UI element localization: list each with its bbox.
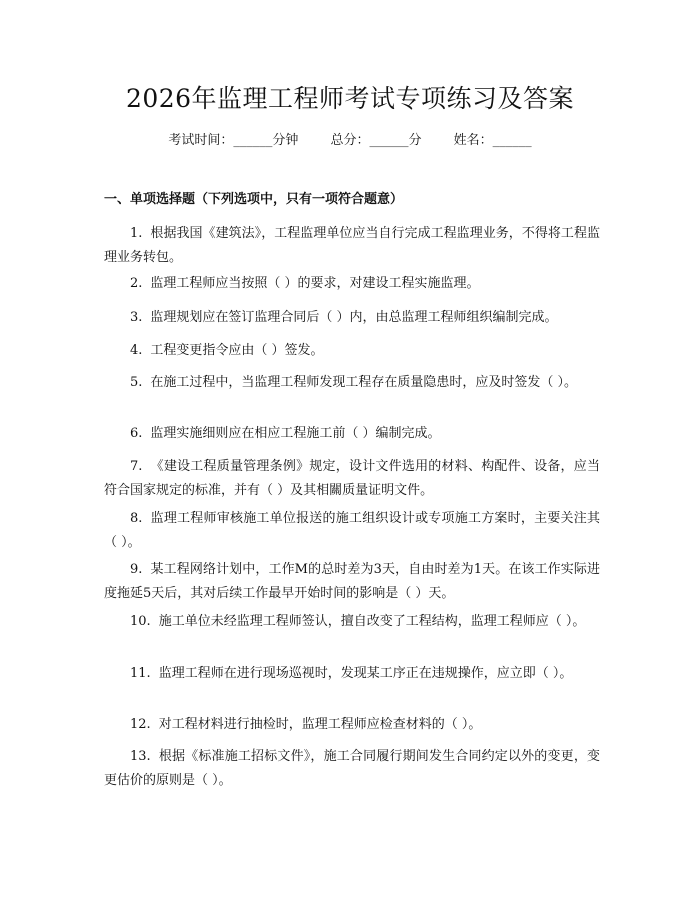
question-number: 13. <box>130 749 151 764</box>
question-text: 工程变更指令应由（ ）签发。 <box>150 343 324 358</box>
question-item <box>104 272 600 296</box>
question-text: 在施工过程中，当监理工程师发现工程存在质量隐患时，应及时签发（ ）。 <box>150 375 578 390</box>
question-text: 对工程材料进行抽检时，监理工程师应检查材料的（ ）。 <box>158 717 482 732</box>
question-text: 施工单位未经监理工程师签认，擅自改变了工程结构，监理工程师应（ ）。 <box>158 614 586 629</box>
question-item <box>104 339 600 363</box>
question-item <box>104 222 600 270</box>
question-item <box>104 558 600 606</box>
question-number: 11. <box>130 666 151 681</box>
question-item <box>104 422 600 446</box>
question-item <box>104 371 600 395</box>
question-number: 6. <box>130 426 143 441</box>
question-text: 根据我国《建筑法》，工程监理单位应当自行完成工程监理业务，不得将工程监理业务转包。 <box>104 226 600 265</box>
question-text: 监理规划应在签订监理合同后（ ）内，由总监理工程师组织编制完成。 <box>150 310 558 325</box>
section-heading: 一、单项选择题（下列选项中，只有一项符合题意） <box>104 192 404 207</box>
question-item <box>104 306 600 330</box>
question-text: 某工程网络计划中，工作M的总时差为3天，自由时差为1天。在该工作实际进度拖延5天后，其对后续工作最早开始时间的影响是（ ）天。 <box>104 562 600 601</box>
question-number: 9. <box>130 562 143 577</box>
exam-time: 考试时间：______分钟 <box>168 133 299 148</box>
question-text: 监理工程师在进行现场巡视时，发现某工序正在违规操作，应立即（ ）。 <box>158 666 573 681</box>
question-number: 8. <box>130 511 143 526</box>
question-item <box>104 455 600 503</box>
question-number: 3. <box>130 310 143 325</box>
question-item <box>104 745 600 793</box>
question-item <box>104 713 600 737</box>
question-number: 5. <box>130 375 143 390</box>
exam-info <box>0 131 700 151</box>
candidate-name: 姓名：______ <box>453 133 532 148</box>
question-item <box>104 662 600 686</box>
question-number: 7. <box>130 459 143 474</box>
page-title: 2026年监理工程师考试专项练习及答案 <box>125 84 575 113</box>
question-text: 监理实施细则应在相应工程施工前（ ）编制完成。 <box>150 426 441 441</box>
question-text: 监理工程师审核施工单位报送的施工组织设计或专项施工方案时，主要关注其（ ）。 <box>104 511 600 550</box>
question-item <box>104 610 600 634</box>
question-number: 2. <box>130 276 143 291</box>
question-number: 10. <box>130 614 151 629</box>
question-text: 监理工程师应当按照（ ）的要求，对建设工程实施监理。 <box>150 276 480 291</box>
question-item <box>104 507 600 555</box>
question-number: 1. <box>130 226 143 241</box>
question-text: 《建设工程质量管理条例》规定，设计文件选用的材料、构配件、设备，应当符合国家规定的标准，并有（ ）及其相關质量证明文件。 <box>104 459 600 498</box>
question-number: 12. <box>130 717 151 732</box>
total-score: 总分：______分 <box>330 133 422 148</box>
question-number: 4. <box>130 343 143 358</box>
question-text: 根据《标准施工招标文件》，施工合同履行期间发生合同约定以外的变更，变更估价的原则是（ ）。 <box>104 749 600 788</box>
